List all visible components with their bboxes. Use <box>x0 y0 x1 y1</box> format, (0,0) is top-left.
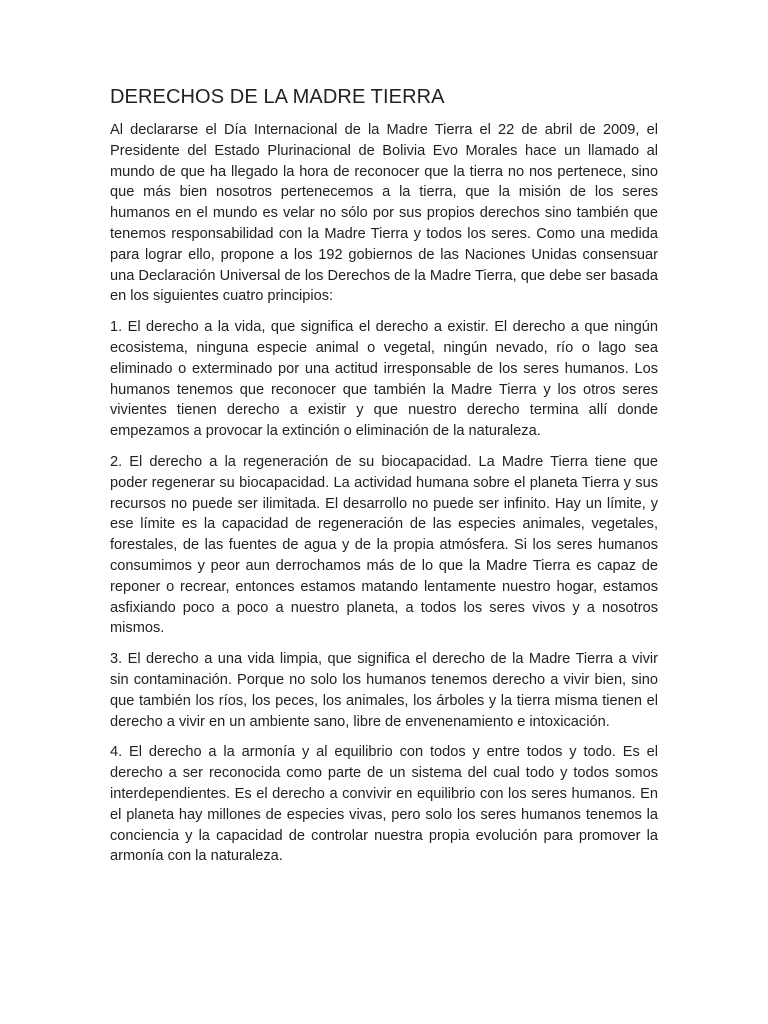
document-page <box>110 84 658 877</box>
principle-3-paragraph: 3. El derecho a una vida limpia, que significa el derecho de la Madre Tierra a vivir sin contaminación. Porque no solo los humanos tenemos derecho a vivir bien, sino que también los ríos, los peces, los animales, los árboles y la tierra misma tienen el derecho a vivir en un ambiente sano, libre de envenenamiento e intoxicación. <box>110 651 658 730</box>
principle-4-paragraph: 4. El derecho a la armonía y al equilibrio con todos y entre todos y todo. Es el derecho a ser reconocida como parte de un sistema del cual todo y todos somos interdependientes. Es el derecho a convivir en equilibrio con los seres humanos. En el planeta hay millones de especies vivas, pero solo los seres humanos tenemos la conciencia y la capacidad de controlar nuestra propia evolución para promover la armonía con la naturaleza. <box>110 744 658 865</box>
intro-paragraph: Al declararse el Día Internacional de la Madre Tierra el 22 de abril de 2009, el Presidente del Estado Plurinacional de Bolivia Evo Morales hace un llamado al mundo de que ha llegado la hora de reconocer que la tierra no nos pertenece, sino que más bien nosotros pertenecemos a la tierra, que la misión de los seres humanos en el mundo es velar no sólo por sus propios derechos sino también que tenemos responsabilidad con la Madre Tierra y todos los seres. Como una medida para lograr ello, propone a los 192 gobiernos de las Naciones Unidas consensuar una Declaración Universal de los Derechos de la Madre Tierra, que debe ser basada en los siguientes cuatro principios: <box>110 122 658 305</box>
principle-2-paragraph: 2. El derecho a la regeneración de su biocapacidad. La Madre Tierra tiene que poder regenerar su biocapacidad. La actividad humana sobre el planeta Tierra y sus recursos no puede ser ilimitada. El desarrollo no puede ser infinito. Hay un límite, y ese límite es la capacidad de regeneración de las especies animales, vegetales, forestales, de las fuentes de agua y de la propia atmósfera. Si los seres humanos consumimos y peor aun derrochamos más de lo que la Madre Tierra es capaz de reponer o recrear, entonces estamos matando lentamente nuestro hogar, estamos asfixiando poco a poco a nuestro planeta, a todos los seres vivos y a nosotros mismos. <box>110 453 658 637</box>
document-title: DERECHOS DE LA MADRE TIERRA <box>110 86 445 108</box>
principle-1-paragraph: 1. El derecho a la vida, que significa el derecho a existir. El derecho a que ningún ecosistema, ninguna especie animal o vegetal, ningún nevado, río o lago sea eliminado o exterminado por una actitud irresponsable de los seres humanos. Los humanos tenemos que reconocer que también la Madre Tierra y los otros seres vivientes tienen derecho a existir y que nuestro derecho termina allí donde empezamos a provocar la extinción o eliminación de la naturaleza. <box>110 319 658 440</box>
